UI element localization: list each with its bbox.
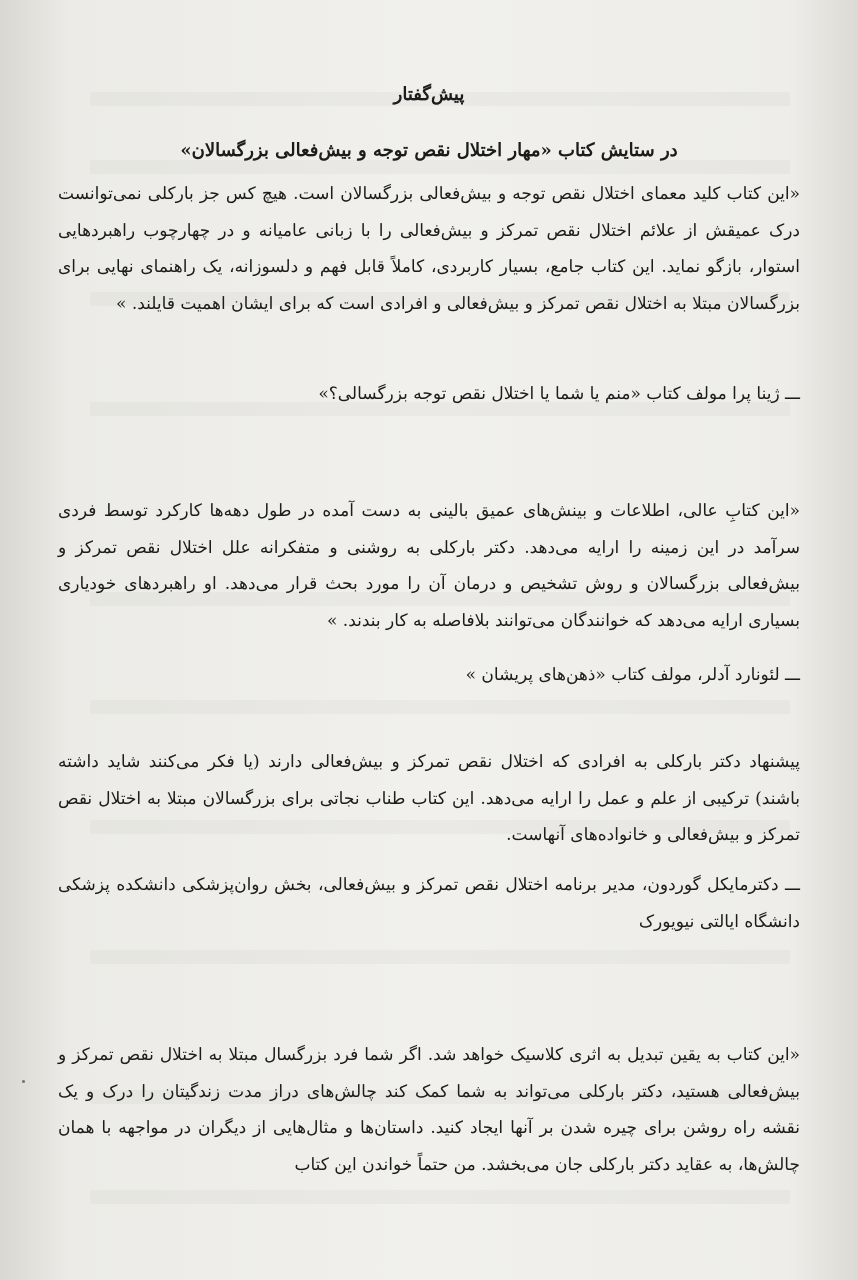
bleed-through-line <box>90 160 790 174</box>
bleed-through-line <box>90 950 790 964</box>
testimonial-attribution: ـــ دکترمایکل گوردون، مدیر برنامه اختلال نقص تمرکز و بیش‌فعالی، بخش روان‌پزشکی دانشکده پزشکی دانشگاه ایالتی نیویورک <box>58 875 800 932</box>
testimonial-attribution: ـــ ژینا پرا مولف کتاب «منم یا شما یا اختلال نقص توجه بزرگسالی؟» <box>318 384 800 404</box>
testimonial-quote: پیشنهاد دکتر بارکلی به افرادی که اختلال نقص تمرکز و بیش‌فعالی دارند (یا فکر می‌کنند شاید داشته باشند) ترکیبی از علم و عمل را ارایه می‌دهد. این کتاب طناب نجاتی برای بزرگسالان مبتلا به اختلال نقص تمرکز و بیش‌فعالی و خانواده‌های آنهاست. <box>58 752 800 845</box>
bleed-through-line <box>90 700 790 714</box>
testimonial-quote: «این کتاب به یقین تبدیل به اثری کلاسیک خواهد شد. اگر شما فرد بزرگسال مبتلا به اختلال نقص تمرکز و بیش‌فعالی هستید، دکتر بارکلی می‌تواند به شما کمک کند چالش‌های دراز مدت زندگیتان را درک و یک نقشه راه روشن برای چیره شدن بر آنها ایجاد کنید. داستان‌ها و مثال‌هایی از دیگران در مواجهه با همان چالش‌ها، به عقاید دکتر بارکلی جان می‌بخشد. من حتماً خواندن این کتاب <box>58 1045 800 1175</box>
bleed-through-line <box>90 1190 790 1204</box>
page-heading: پیش‌گفتار <box>393 84 465 105</box>
testimonial-quote: «این کتابِ عالی، اطلاعات و بینش‌های عمیق بالینی به دست آمده در طول دهه‌ها کارکرد توسط فردی سرآمد در این زمینه را ارایه می‌دهد. دکتر بارکلی به روشنی و متفکرانه علل اختلال نقص تمرکز و بیش‌فعالی بزرگسالان و روش تشخیص و درمان آن را مورد بحث قرار می‌دهد. او راهبردهای خودیاری بسیاری ارایه می‌دهد که خوانندگان می‌توانند بلافاصله به کار بندند. » <box>58 501 800 631</box>
page-speck <box>22 1080 25 1083</box>
section-subheading: در ستایش کتاب «مهار اختلال نقص توجه و بیش‌فعالی بزرگسالان» <box>180 140 678 161</box>
testimonial-attribution: ـــ لئونارد آدلر، مولف کتاب «ذهن‌های پریشان » <box>465 665 800 685</box>
testimonial-quote: «این کتاب کلید معمای اختلال نقص توجه و بیش‌فعالی بزرگسالان است. هیچ کس جز بارکلی نمی‌توانست درک عمیقش از علائم اختلال نقص تمرکز و بیش‌فعالی را با زبانی عامیانه و در چهارچوب راهبردهایی استوار، بازگو نماید. این کتاب جامع، بسیار کاربردی، کاملاً قابل فهم و دلسوزانه، یک راهنمای نهایی برای بزرگسالان مبتلا به اختلال نقص تمرکز و بیش‌فعالی و افرادی است که برای ایشان اهمیت قایلند. » <box>58 184 800 314</box>
